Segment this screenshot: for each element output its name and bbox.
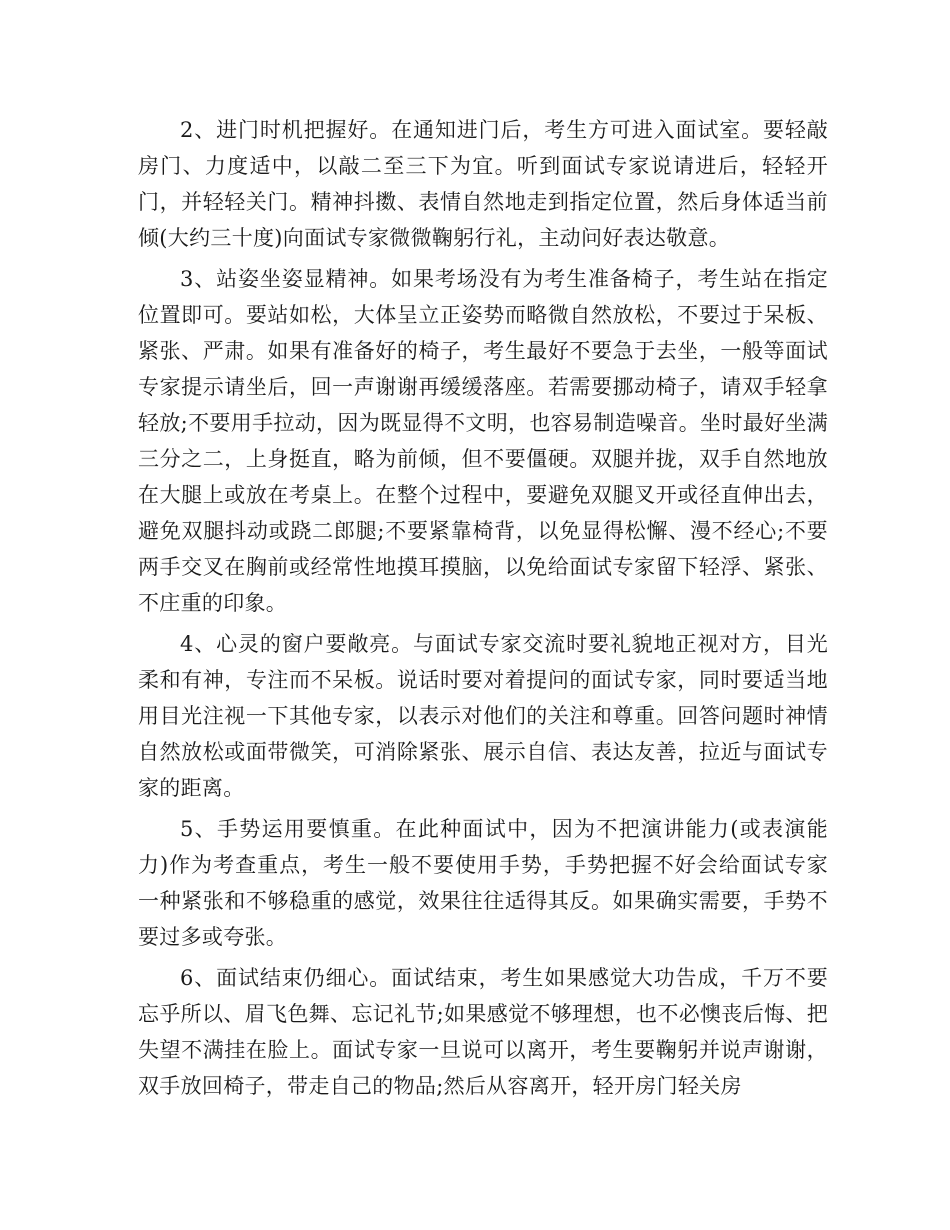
paragraph-gestures: 5、手势运用要慎重。在此种面试中，因为不把演讲能力(或表演能力)作为考查重点，考生一般不要使用手势，手势把握不好会给面试专家一种紧张和不够稳重的感觉，效果往往适得其反。如果确实需要，手势不要过多或夸张。 xyxy=(138,817,828,949)
paragraph-eye-contact: 4、心灵的窗户要敞亮。与面试专家交流时要礼貌地正视对方，目光柔和有神，专注而不呆板。说话时要对着提问的面试专家，同时要适当地用目光注视一下其他专家，以表示对他们的关注和尊重。回答问题时神情自然放松或面带微笑，可消除紧张、展示自信、表达友善，拉近与面试专家的距离。 xyxy=(138,632,828,800)
paragraph-ending: 6、面试结束仍细心。面试结束，考生如果感觉大功告成，千万不要忘乎所以、眉飞色舞、忘记礼节;如果感觉不够理想，也不必懊丧后悔、把失望不满挂在脸上。面试专家一旦说可以离开，考生要鞠躬并说声谢谢，双手放回椅子，带走自己的物品;然后从容离开，轻开房门轻关房 xyxy=(138,966,828,1098)
paragraph-posture: 3、站姿坐姿显精神。如果考场没有为考生准备椅子，考生站在指定位置即可。要站如松，大体呈立正姿势而略微自然放松，不要过于呆板、紧张、严肃。如果有准备好的椅子，考生最好不要急于去坐，一般等面试专家提示请坐后，回一声谢谢再缓缓落座。若需要挪动椅子，请双手轻拿轻放;不要用手拉动，因为既显得不文明，也容易制造噪音。坐时最好坐满三分之二，上身挺直，略为前倾，但不要僵硬。双腿并拢，双手自然地放在大腿上或放在考桌上。在整个过程中，要避免双腿叉开或径直伸出去，避免双腿抖动或跷二郎腿;不要紧靠椅背，以免显得松懈、漫不经心;不要两手交叉在胸前或经常性地摸耳摸脑，以免给面试专家留下轻浮、紧张、不庄重的印象。 xyxy=(138,267,828,615)
document-body xyxy=(138,112,828,1109)
paragraph-entry-timing: 2、进门时机把握好。在通知进门后，考生方可进入面试室。要轻敲房门、力度适中，以敲二至三下为宜。听到面试专家说请进后，轻轻开门，并轻轻关门。精神抖擞、表情自然地走到指定位置，然后身体适当前倾(大约三十度)向面试专家微微鞠躬行礼，主动问好表达敬意。 xyxy=(138,118,828,250)
